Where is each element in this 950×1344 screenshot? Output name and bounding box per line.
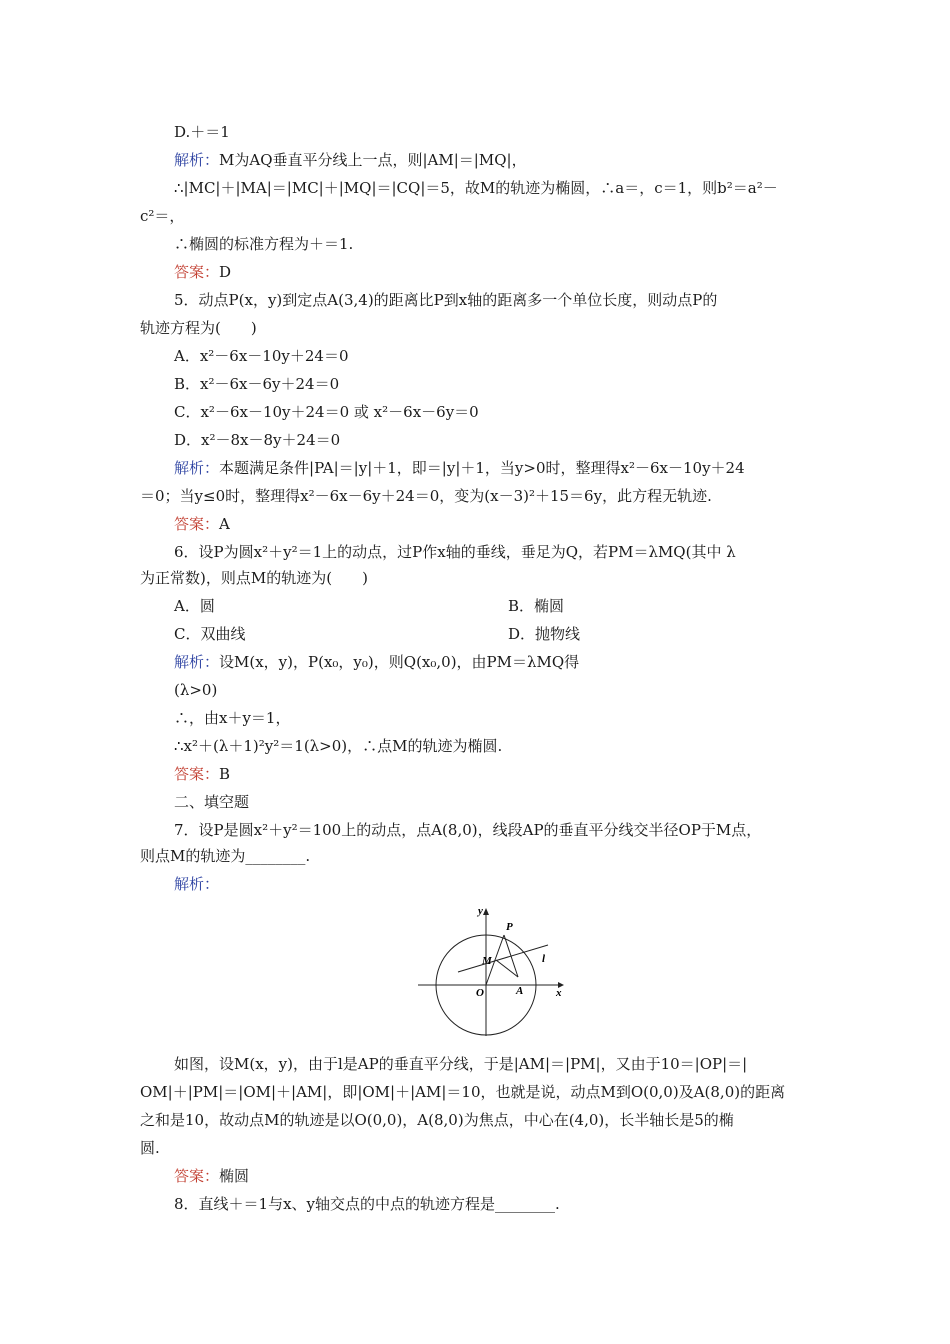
text-line: 解析：本题满足条件|PA|＝|y|＋1，即＝|y|＋1，当y>0时，整理得x²－6x－10y＋24 (174, 459, 745, 477)
option-c: C．x²－6x－10y＋24＝0 或 x²－6x－6y＝0 (174, 403, 479, 421)
label-p: P (506, 921, 513, 933)
text-line: ∴|MC|＋|MA|＝|MC|＋|MQ|＝|CQ|＝5，故M的轨迹为椭圆，∴a＝，c＝1，则b²＝a²－ (174, 179, 778, 197)
answer-label: 答案： (174, 263, 220, 281)
label-m: M (482, 955, 492, 967)
analysis-label: 解析： (174, 151, 220, 169)
question-8: 8．直线＋＝1与x、y轴交点的中点的轨迹方程是________. (174, 1195, 560, 1213)
text-line (174, 874, 219, 894)
text-line: c²＝， (140, 207, 185, 225)
text-line: 如图，设M(x，y)，由于l是AP的垂直平分线，于是|AM|＝|PM|，又由于10＝|OP|＝| (174, 1055, 748, 1073)
text-line: OM|＋|PM|＝|OM|＋|AM|，即|OM|＋|AM|＝10，也就是说，动点M到O(0,0)及A(8,0)的距离 (140, 1083, 786, 1101)
y-axis-arrow (483, 908, 489, 915)
option-a: A．圆 (174, 597, 215, 615)
option-d: D．x²－8x－8y＋24＝0 (174, 431, 341, 449)
answer-label: 答案： (174, 1167, 220, 1185)
label-x: x (556, 987, 562, 999)
question-7: 7．设P是圆x²＋y²＝100上的动点，点A(8,0)，线段AP的垂直平分线交半径OP于M点， (174, 821, 762, 839)
question-5: 5．动点P(x，y)到定点A(3,4)的距离比P到x轴的距离多一个单位长度，则动点P的 (174, 291, 718, 309)
text-line: 答案：D (174, 263, 232, 281)
text-line: 答案：椭圆 (174, 1167, 250, 1185)
section-heading: 二、填空题 (174, 793, 250, 811)
text-line: 则点M的轨迹为________. (140, 847, 311, 865)
label-a: A (516, 985, 524, 997)
option-b: B．x²－6x－6y＋24＝0 (174, 375, 340, 393)
option-a: A．x²－6x－10y＋24＝0 (174, 347, 349, 365)
question-6: 6．设P为圆x²＋y²＝1上的动点，过P作x轴的垂线，垂足为Q，若PM＝λMQ(其中 λ (174, 543, 736, 561)
label-o: O (476, 987, 484, 999)
text-line: 轨迹方程为( ) (140, 319, 257, 337)
geometry-figure (418, 902, 574, 1036)
option-c: C．双曲线 (174, 625, 246, 643)
analysis-label: 解析： (174, 459, 220, 477)
line-l (458, 945, 548, 972)
analysis-label: 解析： (174, 653, 220, 671)
analysis-label: 解析： (174, 875, 220, 893)
text-line: (λ>0) (174, 681, 218, 699)
text-line: ∴，由x＋y＝1， (174, 709, 291, 727)
answer-label: 答案： (174, 765, 220, 783)
text-line: 解析：M为AQ垂直平分线上一点，则|AM|＝|MQ|， (174, 151, 527, 169)
option-b: B．椭圆 (508, 597, 565, 615)
text-line: 圆. (140, 1139, 160, 1157)
text-line: ＝0；当y≤0时，整理得x²－6x－6y＋24＝0，变为(x－3)²＋15＝6y，此方程无轨迹. (140, 487, 712, 505)
text-line: D.＋＝1 (174, 123, 230, 141)
text-line: 为正常数)，则点M的轨迹为( ) (140, 569, 368, 587)
text-line: ∴x²＋(λ＋1)²y²＝1(λ>0)，∴点M的轨迹为椭圆. (174, 737, 503, 755)
label-y: y (478, 905, 483, 917)
text-line: ∴椭圆的标准方程为＋＝1. (174, 235, 354, 253)
text-line: 答案：B (174, 765, 231, 783)
answer-label: 答案： (174, 515, 220, 533)
text-line: 答案：A (174, 515, 230, 533)
text-line: 解析：设M(x，y)，P(x₀，y₀)，则Q(x₀,0)，由PM＝λMQ得 (174, 653, 580, 671)
text-line: 之和是10，故动点M的轨迹是以O(0,0)，A(8,0)为焦点，中心在(4,0)，长半轴长是5的椭 (140, 1111, 734, 1129)
option-d: D．抛物线 (508, 625, 581, 643)
label-l: l (542, 953, 546, 965)
